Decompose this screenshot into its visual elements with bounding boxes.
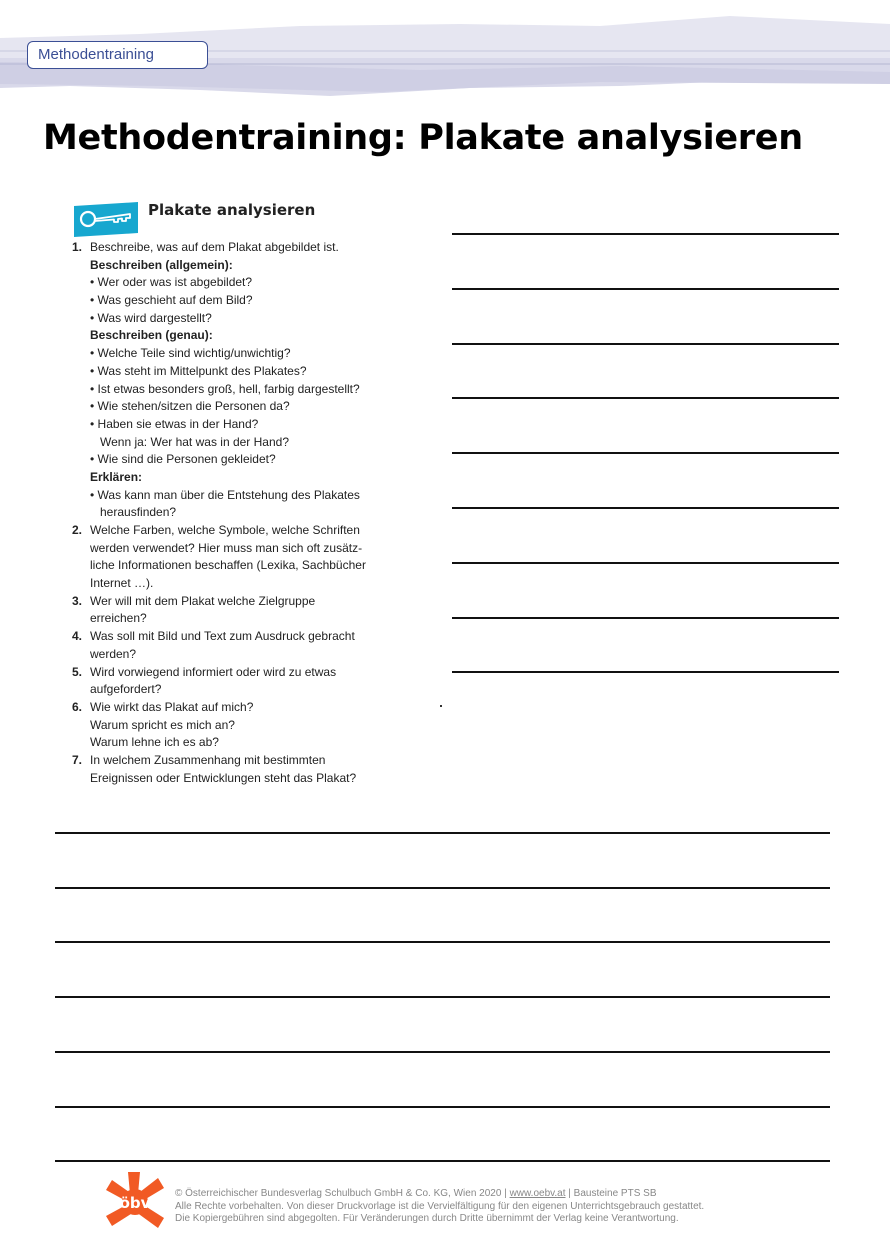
footer-copyright <box>175 1188 704 1226</box>
question-line <box>72 522 372 540</box>
writing-line-full[interactable] <box>55 941 830 943</box>
question-line <box>72 540 372 558</box>
question-text: Warum lehne ich es ab? <box>90 735 219 750</box>
question-line <box>72 504 372 522</box>
question-line <box>72 575 372 593</box>
question-text: Wenn ja: Wer hat was in der Hand? <box>100 434 289 449</box>
question-text: • Was steht im Mittelpunkt des Plakates? <box>90 363 307 378</box>
question-number: 7. <box>72 752 83 767</box>
writing-line-full[interactable] <box>55 1160 830 1162</box>
question-line <box>72 487 372 505</box>
question-line <box>72 416 372 434</box>
question-text: • Was geschieht auf dem Bild? <box>90 293 253 308</box>
writing-line-right[interactable] <box>452 288 839 290</box>
question-number: 5. <box>72 664 83 679</box>
writing-line-right[interactable] <box>452 233 839 235</box>
question-line <box>72 292 372 310</box>
writing-line-right[interactable] <box>452 562 839 564</box>
writing-line-right[interactable] <box>452 452 839 454</box>
question-line <box>72 734 372 752</box>
stray-mark <box>440 705 442 707</box>
question-text: Welche Farben, welche Symbole, welche Schriften <box>90 523 360 537</box>
question-text: • Haben sie etwas in der Hand? <box>90 416 259 431</box>
writing-line-right[interactable] <box>452 343 839 345</box>
writing-line-right[interactable] <box>452 671 839 673</box>
question-line <box>72 610 372 628</box>
question-line <box>72 593 372 611</box>
footer-line-2: Alle Rechte vorbehalten. Von dieser Druckvorlage ist die Vervielfältigung für den eigenen Unterrichtsgebrauch gestattet. <box>175 1200 705 1212</box>
question-text: erreichen? <box>90 611 147 626</box>
question-line <box>72 257 372 275</box>
question-number: 2. <box>72 523 83 537</box>
question-line <box>72 557 372 575</box>
question-text: liche Informationen beschaffen (Lexika, Sachbücher <box>90 558 366 573</box>
question-text: werden verwendet? Hier muss man sich oft zusätz- <box>90 540 363 555</box>
writing-line-full[interactable] <box>55 1106 830 1108</box>
box-title: Plakate analysieren <box>148 201 316 219</box>
question-line <box>72 327 372 345</box>
question-number: 4. <box>72 629 83 644</box>
question-line <box>72 646 372 664</box>
writing-line-right[interactable] <box>452 507 839 509</box>
question-subheading: Beschreiben (genau): <box>90 328 213 343</box>
section-label: Methodentraining <box>27 41 208 69</box>
writing-line-full[interactable] <box>55 1051 830 1053</box>
question-text: werden? <box>90 646 137 661</box>
question-line <box>72 451 372 469</box>
question-text: Wird vorwiegend informiert oder wird zu etwas <box>90 664 337 679</box>
question-number: 6. <box>72 699 83 714</box>
question-list <box>72 239 372 787</box>
question-number: 1. <box>72 240 83 254</box>
page-title: Methodentraining: Plakate analysieren <box>43 118 803 158</box>
question-text: Beschreibe, was auf dem Plakat abgebildet ist. <box>90 240 339 254</box>
question-line <box>72 664 372 682</box>
footer-line-3: Die Kopiergebühren sind abgegolten. Für Veränderungen durch Dritte übernimmt der Verlag keine Verantwortung. <box>175 1213 679 1224</box>
key-icon <box>72 202 140 237</box>
question-text: Warum spricht es mich an? <box>90 717 235 732</box>
question-text: • Wie sind die Personen gekleidet? <box>90 452 276 467</box>
writing-line-full[interactable] <box>55 996 830 998</box>
question-line <box>72 628 372 646</box>
question-text: Internet …). <box>90 576 154 591</box>
question-line <box>72 469 372 487</box>
question-line <box>72 717 372 735</box>
writing-line-right[interactable] <box>452 617 839 619</box>
question-text: • Welche Teile sind wichtig/unwichtig? <box>90 346 291 361</box>
question-line <box>72 274 372 292</box>
writing-line-full[interactable] <box>55 832 830 834</box>
question-line <box>72 752 372 770</box>
question-line <box>72 770 372 788</box>
question-line <box>72 681 372 699</box>
question-text: • Ist etwas besonders groß, hell, farbig dargestellt? <box>90 381 360 396</box>
question-text: Wer will mit dem Plakat welche Zielgruppe <box>90 593 316 608</box>
question-line <box>72 398 372 416</box>
question-text: • Wer oder was ist abgebildet? <box>90 275 253 290</box>
question-line <box>72 363 372 381</box>
question-text: In welchem Zusammenhang mit bestimmten <box>90 752 326 767</box>
question-line <box>72 699 372 717</box>
question-text: herausfinden? <box>100 505 177 520</box>
question-number: 3. <box>72 593 83 608</box>
question-line <box>72 434 372 452</box>
writing-line-full[interactable] <box>55 887 830 889</box>
question-text: Was soll mit Bild und Text zum Ausdruck gebracht <box>90 629 355 644</box>
question-text: • Was wird dargestellt? <box>90 310 212 325</box>
question-text: aufgefordert? <box>90 682 162 697</box>
question-subheading: Erklären: <box>90 469 143 484</box>
publisher-link[interactable]: www.oebv.at <box>509 1188 566 1199</box>
question-text: • Was kann man über die Entstehung des Plakates <box>90 487 360 502</box>
question-line <box>72 381 372 399</box>
question-text: • Wie stehen/sitzen die Personen da? <box>90 399 290 414</box>
question-text: Wie wirkt das Plakat auf mich? <box>90 699 254 714</box>
oebv-logo <box>104 1170 166 1232</box>
question-line <box>72 310 372 328</box>
question-subheading: Beschreiben (allgemein): <box>90 257 233 272</box>
question-line <box>72 239 372 257</box>
footer-line-1: © Österreichischer Bundesverlag Schulbuch GmbH & Co. KG, Wien 2020 | www.oebv.at | Bausteine PTS SB <box>175 1188 657 1199</box>
question-line <box>72 345 372 363</box>
logo-text: öbv <box>119 1194 151 1212</box>
question-text: Ereignissen oder Entwicklungen steht das Plakat? <box>90 770 357 785</box>
writing-line-right[interactable] <box>452 397 839 399</box>
